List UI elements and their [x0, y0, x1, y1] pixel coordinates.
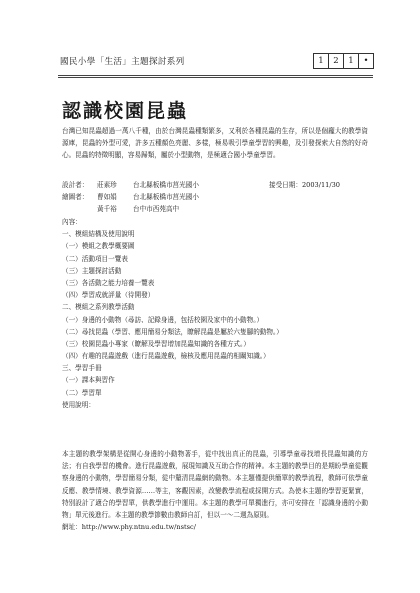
list-item: （四）有趣的昆蟲遊戲（進行昆蟲遊戲，檢核及應用昆蟲的相關知識。）	[62, 352, 270, 361]
credit-school: 台北縣板橋市莒光國小	[133, 193, 199, 202]
list-item: （三）校園昆蟲小專家（瞭解及學習增加昆蟲知識的各種方式。）	[62, 339, 250, 348]
list-item: （一）模組之教學概要圖	[62, 242, 135, 251]
header-rule	[58, 75, 373, 76]
page-title: 認識校園昆蟲	[62, 100, 189, 122]
section-title: 三、學習手冊	[62, 364, 102, 373]
list-item: （二）尋找昆蟲（學習、應用簡易分類法，瞭解昆蟲是屬於六隻腳的動物。）	[62, 327, 283, 336]
section-title: 二、模組之系列教學活動	[62, 303, 135, 312]
credit-name: 莊素珍	[97, 181, 117, 189]
list-item: （三）主題探討活動	[62, 266, 122, 275]
page-header	[60, 53, 370, 73]
credit-row	[62, 179, 368, 191]
website-link[interactable]: 網址：http://www.phy.ntnu.edu.tw/nstsc/	[62, 523, 196, 532]
list-item: （一）課本與習作	[62, 376, 115, 385]
list-item: （三）各活動之能力培養一覽表	[62, 278, 155, 287]
list-item: （二）活動項目一覽表	[62, 254, 128, 263]
list-item: （四）學習成就評量（待開發）	[62, 291, 155, 300]
credit-row	[62, 191, 368, 203]
usage-heading: 使用說明：	[62, 400, 95, 409]
series-title: 國民小學「生活」主題探討系列	[60, 57, 185, 67]
credit-school: 台中市西苑高中	[133, 205, 180, 214]
contents-heading: 內容：	[62, 218, 82, 226]
credit-name: 曹如娟	[97, 193, 117, 202]
credits-block	[62, 179, 368, 216]
usage-description	[62, 448, 368, 533]
list-item: （一）身邊的小動物（尋訪、記錄身邊，包括校園及家中的小動物。）	[62, 315, 264, 324]
list-item: （二）學習單	[62, 388, 102, 397]
usage-text: 本主題的教學架構是從開心身邊的小動物著手，從中找出真正的昆蟲，引導學童尋找增長昆蟲知識的方法；有自我學習的機會。進行昆蟲遊戲，展現知識及互助合作的精神。本主題的教學目的是期盼學童從觀察身邊的小動物，學習簡易分類，從中釐清昆蟲網的動物。本主題僅提供簡單的教學流程，教師可依學童反應、教學情境、教學資源……等主，客觀因素，改變教學流程或採開方式。為使本主題的學習更緊實，特別設計了適合的學習單，供教學進行中運用。本主題的教學可單獨進行，亦可安排在「認識身邊的小動物」單元後進行。本主題的教學節數由教師自訂，但以一～二週為原則。	[62, 450, 368, 520]
accept-date: 接受日期：2003/11/30	[269, 181, 340, 189]
credit-name: 黃千裕	[97, 205, 117, 214]
intro-paragraph	[62, 125, 368, 162]
module-number	[314, 53, 374, 68]
module-number-digit: 2	[328, 53, 344, 69]
credit-school: 台北縣板橋市莒光國小	[133, 181, 199, 189]
intro-text: 台灣已知昆蟲超過一萬八千種，由於台灣昆蟲種類繁多，又利於各種昆蟲的生存，所以是個龐大的教學資源庫，昆蟲的外型可愛，許多五種顏色亮麗、多樣，極易吸引學童學習的興趣，及引發探索大自然的好奇心。昆蟲的特徵明顯，容易歸類，屬於小型動物，是極適合國小學童學習。	[62, 127, 368, 160]
credit-row	[62, 203, 368, 215]
header-rule	[58, 77, 373, 78]
credit-label: 設計者：	[62, 181, 89, 189]
credit-label: 繪圖者：	[62, 193, 89, 202]
module-number-dot: •	[358, 53, 374, 69]
module-number-digit: 1	[313, 53, 329, 69]
module-number-digit: 1	[343, 53, 359, 69]
contents-list	[62, 216, 372, 411]
section-title: 一、模組結構及使用說明	[62, 230, 135, 239]
